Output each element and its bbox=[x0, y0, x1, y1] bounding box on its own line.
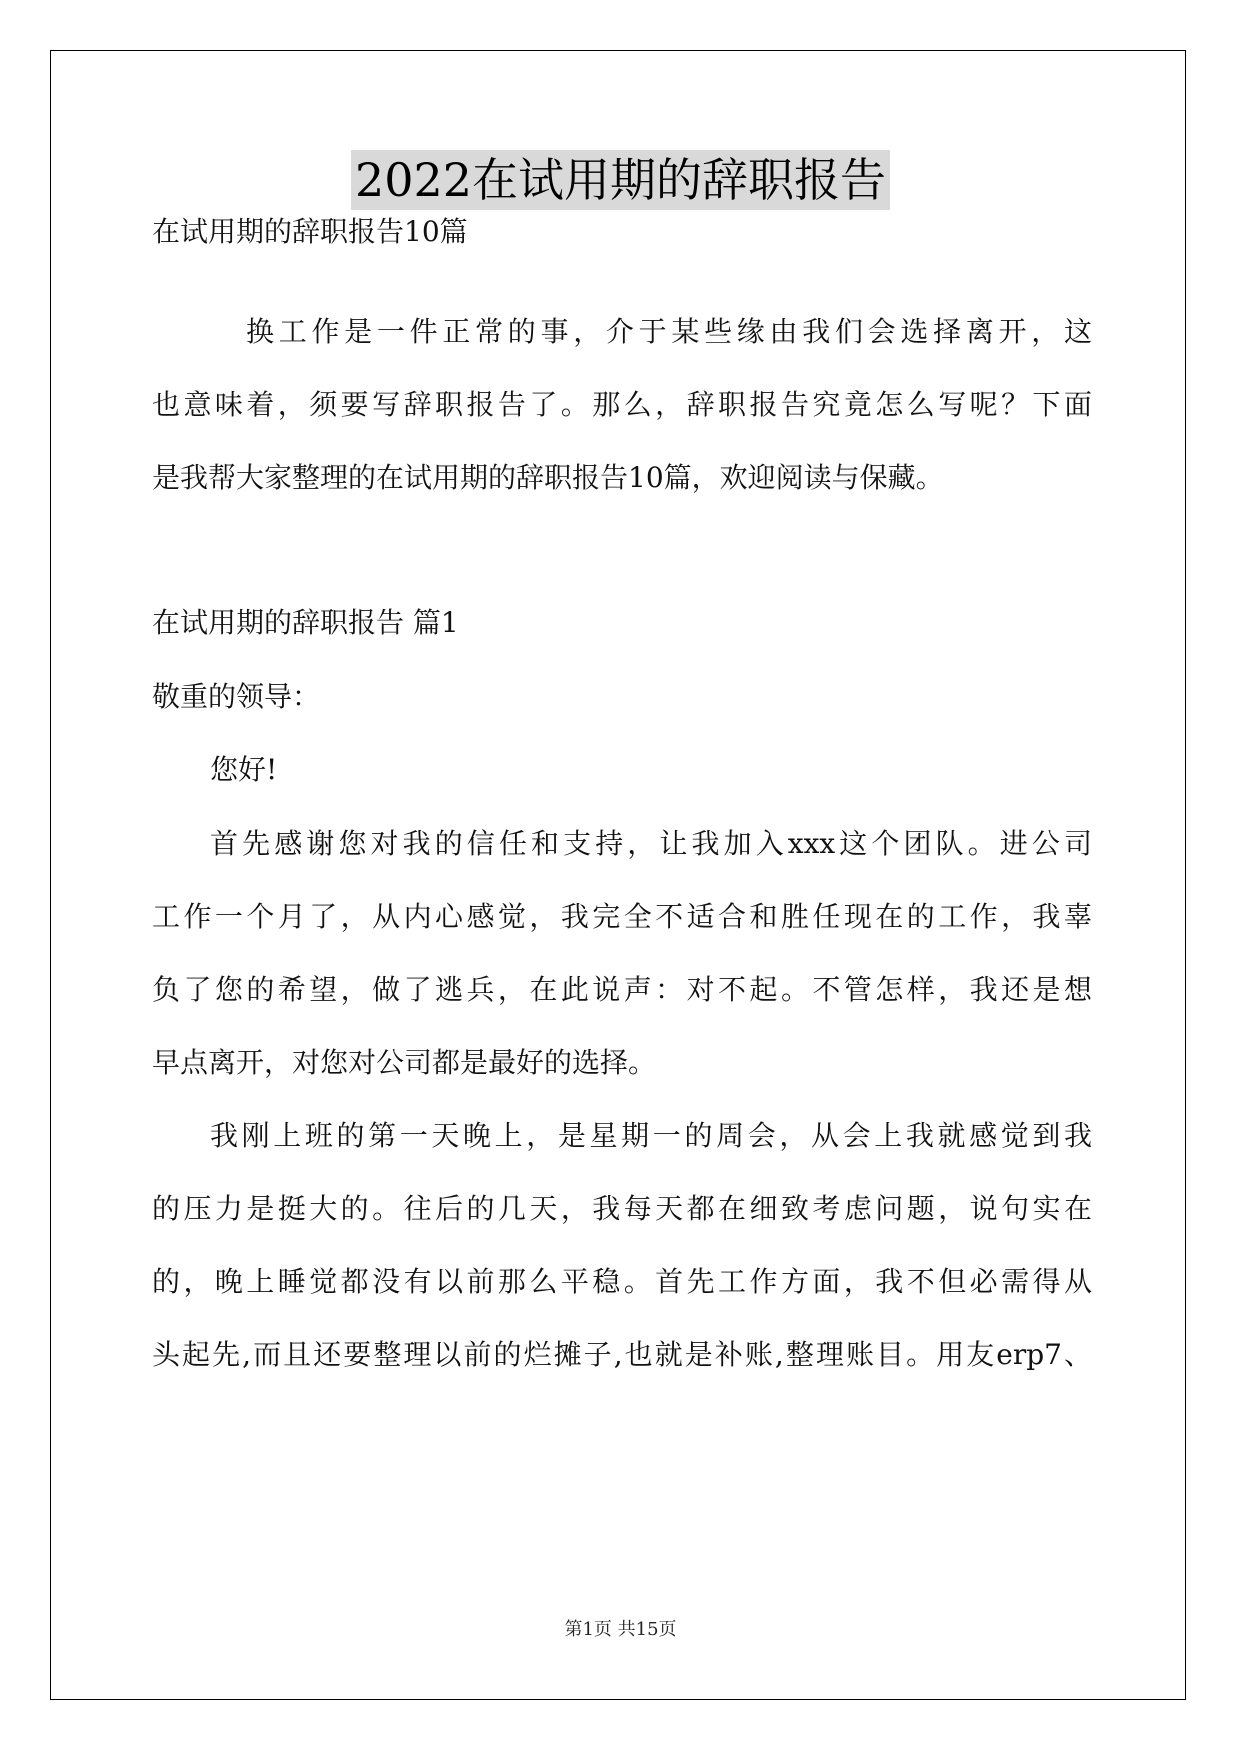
paragraph1-line-1: 首先感谢您对我的信任和支持，让我加入xxx这个团队。进公司 bbox=[210, 827, 1092, 860]
paragraph1-line-3: 负了您的希望，做了逃兵，在此说声：对不起。不管怎样，我还是想 bbox=[152, 973, 1092, 1006]
document-subtitle: 在试用期的辞职报告10篇 bbox=[152, 215, 468, 248]
document-title: 2022在试用期的辞职报告 bbox=[351, 150, 890, 210]
paragraph2-line-1: 我刚上班的第一天晚上，是星期一的周会，从会上我就感觉到我 bbox=[210, 1119, 1092, 1152]
greeting: 您好! bbox=[210, 753, 278, 786]
section-heading: 在试用期的辞职报告 篇1 bbox=[152, 606, 459, 639]
paragraph2-line-2: 的压力是挺大的。往后的几天，我每天都在细致考虑问题，说句实在 bbox=[152, 1192, 1092, 1225]
paragraph2-line-3: 的，晚上睡觉都没有以前那么平稳。首先工作方面，我不但必需得从 bbox=[152, 1265, 1092, 1298]
salutation: 敬重的领导： bbox=[152, 680, 321, 713]
intro-line-3: 是我帮大家整理的在试用期的辞职报告10篇，欢迎阅读与保藏。 bbox=[152, 461, 944, 494]
intro-line-2: 也意味着，须要写辞职报告了。那么，辞职报告究竟怎么写呢？下面 bbox=[152, 388, 1092, 421]
paragraph1-line-4: 早点离开，对您对公司都是最好的选择。 bbox=[152, 1046, 657, 1079]
paragraph2-line-4: 头起先,而且还要整理以前的烂摊子,也就是补账,整理账目。用友erp7、 bbox=[152, 1338, 1092, 1371]
paragraph1-line-2: 工作一个月了，从内心感觉，我完全不适合和胜任现在的工作，我辜 bbox=[152, 900, 1092, 933]
page-border bbox=[50, 50, 1186, 1700]
intro-line-1: 换工作是一件正常的事，介于某些缘由我们会选择离开，这 bbox=[246, 315, 1092, 348]
page-footer: 第1页 共15页 bbox=[564, 1619, 677, 1640]
